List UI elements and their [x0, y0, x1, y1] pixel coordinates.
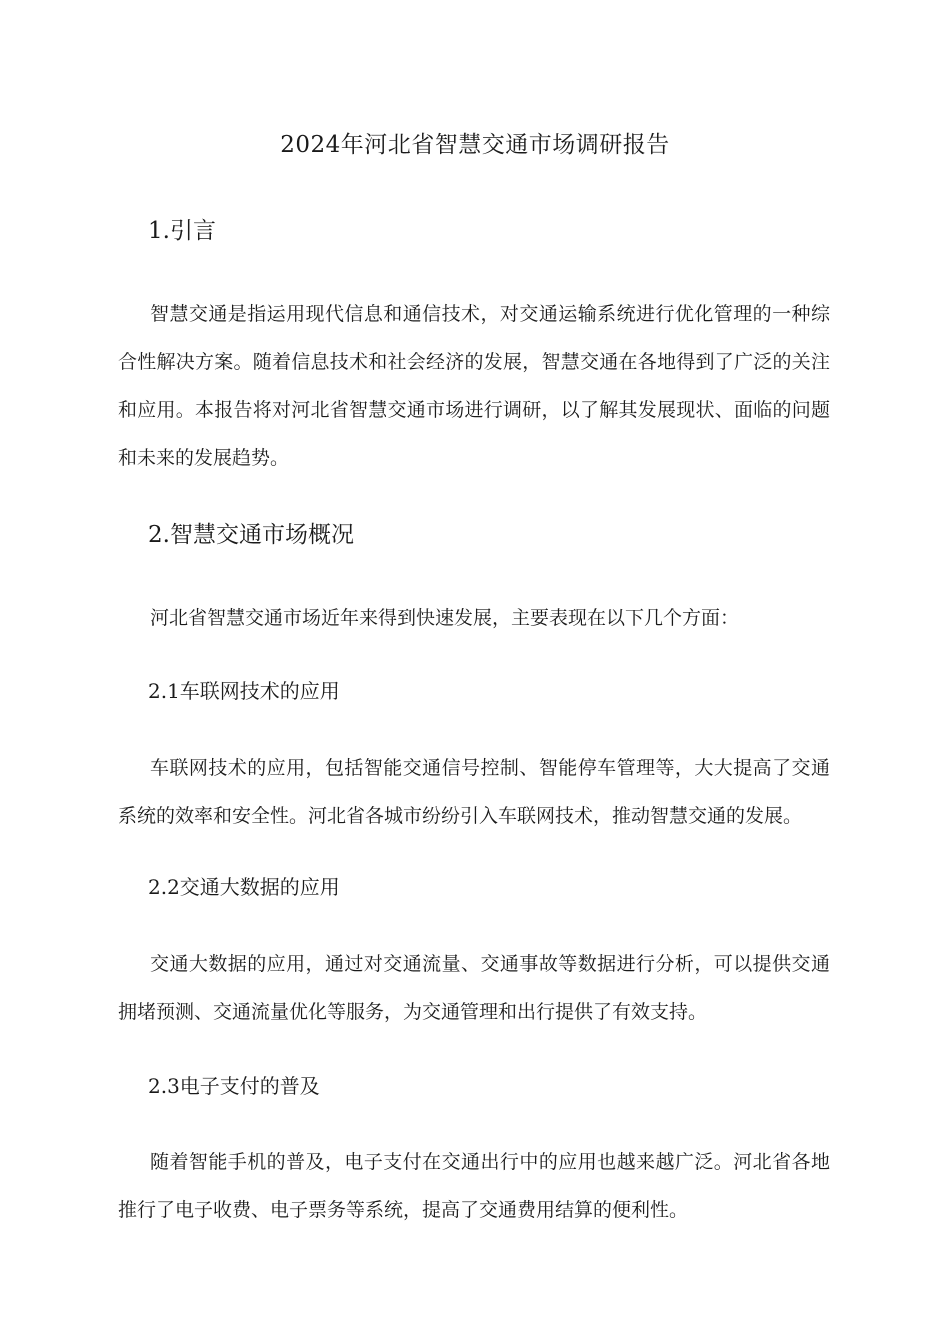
paragraph-intro: 智慧交通是指运用现代信息和通信技术，对交通运输系统进行优化管理的一种综合性解决方案。随着信息技术和社会经济的发展，智慧交通在各地得到了广泛的关注和应用。本报告将对河北省智慧交通市场进行调研，以了解其发展现状、面临的问题和未来的发展趋势。 [118, 303, 830, 469]
section-heading-intro: 1.引言 [148, 218, 216, 244]
paragraph-2-1: 车联网技术的应用，包括智能交通信号控制、智能停车管理等，大大提高了交通系统的效率和安全性。河北省各城市纷纷引入车联网技术，推动智慧交通的发展。 [118, 757, 830, 827]
document-title: 2024年河北省智慧交通市场调研报告 [280, 132, 670, 158]
paragraph-overview: 河北省智慧交通市场近年来得到快速发展，主要表现在以下几个方面： [150, 607, 740, 629]
section-heading-overview: 2.智慧交通市场概况 [148, 522, 354, 548]
paragraph-2-3: 随着智能手机的普及，电子支付在交通出行中的应用也越来越广泛。河北省各地推行了电子收费、电子票务等系统，提高了交通费用结算的便利性。 [118, 1151, 830, 1221]
subsection-heading-2-1: 2.1车联网技术的应用 [148, 679, 340, 703]
subsection-heading-2-2: 2.2交通大数据的应用 [148, 875, 340, 899]
paragraph-2-2: 交通大数据的应用，通过对交通流量、交通事故等数据进行分析，可以提供交通拥堵预测、交通流量优化等服务，为交通管理和出行提供了有效支持。 [118, 953, 830, 1023]
subsection-heading-2-3: 2.3电子支付的普及 [148, 1074, 320, 1098]
